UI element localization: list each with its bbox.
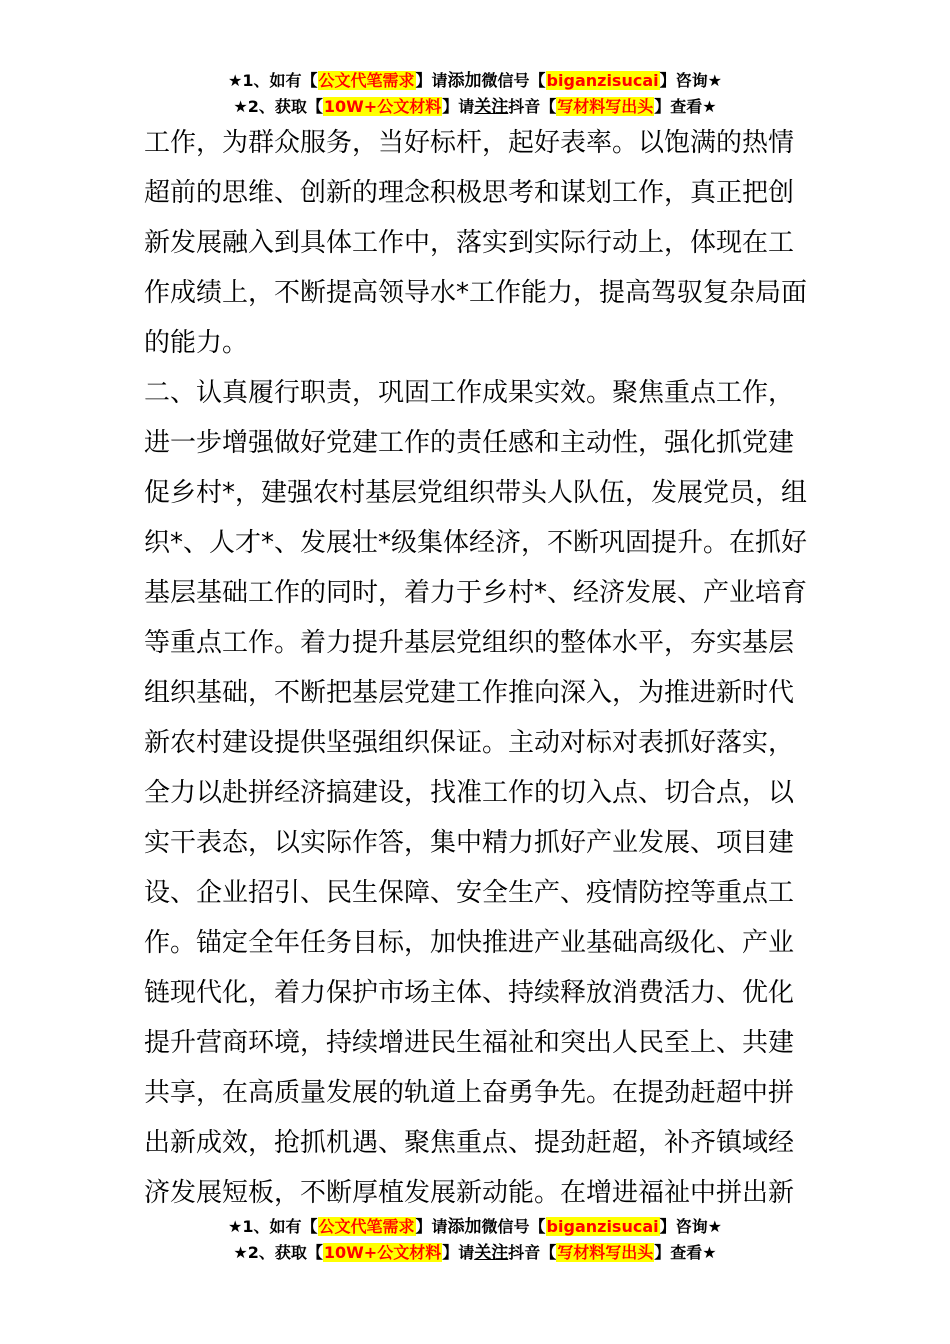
banner-line-2-prefix: ★2、获取【: [233, 97, 323, 116]
banner-line-2: [0, 1240, 950, 1266]
document-body: [144, 118, 808, 1218]
banner-highlight-ghostwriting: 公文代笔需求: [318, 1217, 415, 1236]
banner-line-1-mid-2: 微信号【: [481, 1217, 546, 1236]
banner-highlight-douyin: 写材料写出头: [557, 97, 654, 116]
body-line: 提升营商环境，持续增进民生福祉和突出人民至上、共建: [144, 1028, 795, 1058]
banner-line-1-mid-2: 微信号【: [481, 71, 546, 90]
banner-line-2-mid-2: 抖音【: [508, 97, 557, 116]
banner-line-2-prefix: ★2、获取【: [233, 1243, 323, 1262]
banner-emphasis-add: 添加: [447, 1217, 482, 1237]
banner-line-2-mid-2: 抖音【: [508, 1243, 557, 1262]
banner-line-1-mid: 】请: [415, 1217, 448, 1236]
body-line: 促乡村*，建强农村基层党组织带头人队伍，发展党员，组: [144, 478, 808, 508]
banner-line-2-suffix: 】查看★: [654, 1243, 717, 1262]
header-banner: [0, 68, 950, 120]
banner-line-2: [0, 94, 950, 120]
body-line: 工作，为群众服务，当好标杆，起好表率。以饱满的热情: [144, 128, 795, 158]
banner-emphasis-follow: 关注: [474, 97, 509, 117]
banner-line-1-prefix: ★1、如有【: [228, 1217, 318, 1236]
banner-line-1-suffix: 】咨询★: [659, 71, 722, 90]
body-line: 实干表态，以实际作答，集中精力抓好产业发展、项目建: [144, 828, 795, 858]
body-line: 新发展融入到具体工作中，落实到实际行动上，体现在工: [144, 228, 795, 258]
body-line: 链现代化，着力保护市场主体、持续释放消费活力、优化: [144, 978, 795, 1008]
body-line: 等重点工作。着力提升基层党组织的整体水平，夯实基层: [144, 628, 795, 658]
banner-line-1-suffix: 】咨询★: [659, 1217, 722, 1236]
body-line: 出新成效，抢抓机遇、聚焦重点、提劲赶超，补齐镇域经: [144, 1128, 795, 1158]
banner-highlight-wechat-id: biganzisucai: [546, 71, 659, 90]
banner-line-2-mid: 】请: [442, 97, 475, 116]
banner-line-1: [0, 1214, 950, 1240]
banner-line-2-suffix: 】查看★: [654, 97, 717, 116]
body-line: 共享，在高质量发展的轨道上奋勇争先。在提劲赶超中拼: [144, 1078, 795, 1108]
banner-highlight-douyin: 写材料写出头: [557, 1243, 654, 1262]
body-line: 作。锚定全年任务目标，加快推进产业基础高级化、产业: [144, 928, 795, 958]
banner-line-2-mid: 】请: [442, 1243, 475, 1262]
banner-emphasis-add: 添加: [447, 71, 482, 91]
body-line: 设、企业招引、民生保障、安全生产、疫情防控等重点工: [144, 878, 795, 908]
banner-highlight-ghostwriting: 公文代笔需求: [318, 71, 415, 90]
banner-line-1-prefix: ★1、如有【: [228, 71, 318, 90]
body-line: 新农村建设提供坚强组织保证。主动对标对表抓好落实，: [144, 728, 795, 758]
body-line: 作成绩上，不断提高领导水*工作能力，提高驾驭复杂局面: [144, 278, 808, 308]
banner-highlight-materials: 10W+公文材料: [323, 1243, 442, 1262]
body-line: 基层基础工作的同时，着力于乡村*、经济发展、产业培育: [144, 578, 808, 608]
banner-emphasis-follow: 关注: [474, 1243, 509, 1263]
footer-banner: [0, 1214, 950, 1266]
banner-highlight-materials: 10W+公文材料: [323, 97, 442, 116]
banner-line-1: [0, 68, 950, 94]
body-line: 组织基础，不断把基层党建工作推向深入，为推进新时代: [144, 678, 795, 708]
body-line: 全力以赴拼经济搞建设，找准工作的切入点、切合点，以: [144, 778, 795, 808]
body-line: 的能力。: [144, 328, 249, 358]
body-line: 织*、人才*、发展壮*级集体经济，不断巩固提升。在抓好: [144, 528, 808, 558]
banner-line-1-mid: 】请: [415, 71, 448, 90]
section-heading-line: 二、认真履行职责，巩固工作成果实效。聚焦重点工作，: [144, 378, 795, 408]
body-line: 超前的思维、创新的理念积极思考和谋划工作，真正把创: [144, 178, 795, 208]
body-line: 济发展短板，不断厚植发展新动能。在增进福祉中拼出新: [144, 1178, 795, 1208]
body-line: 进一步增强做好党建工作的责任感和主动性，强化抓党建: [144, 428, 795, 458]
banner-highlight-wechat-id: biganzisucai: [546, 1217, 659, 1236]
